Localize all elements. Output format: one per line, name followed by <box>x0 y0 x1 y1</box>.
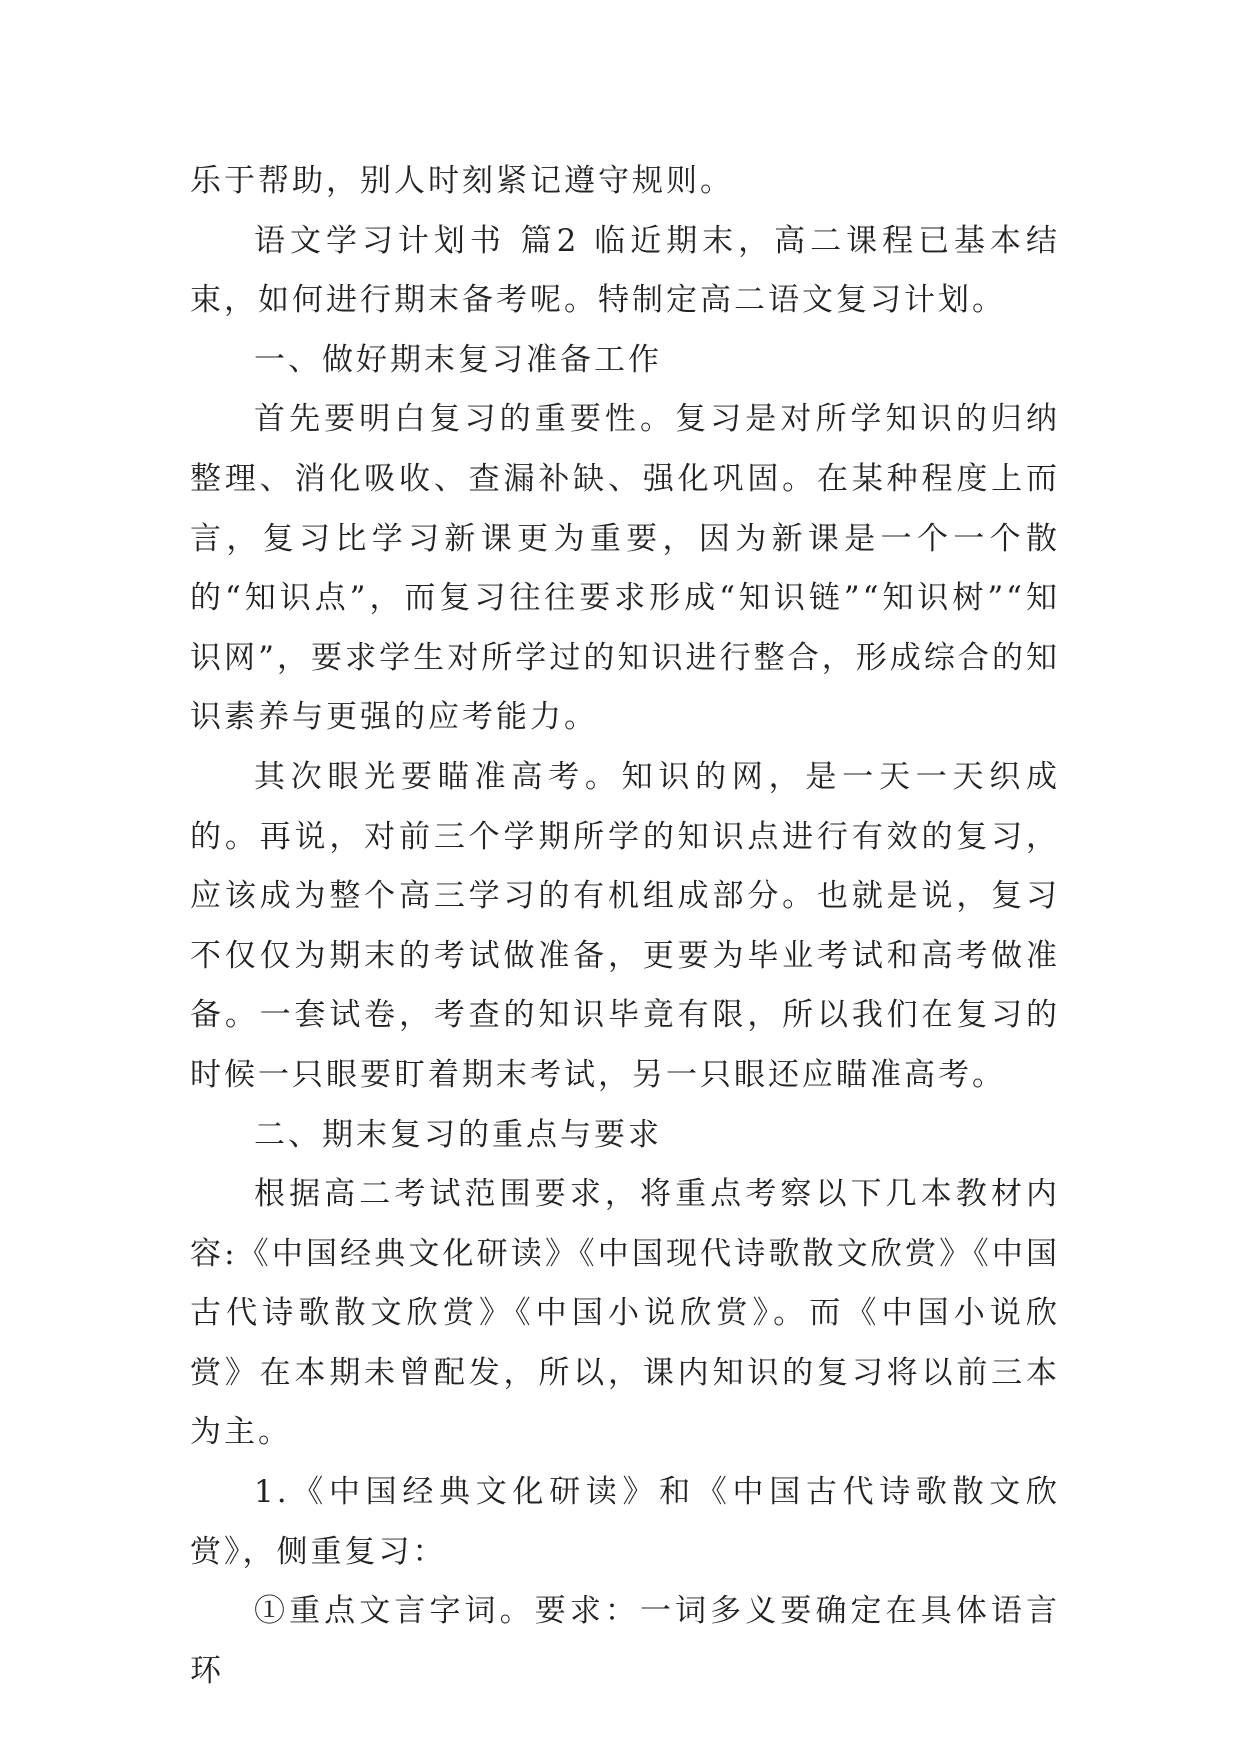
paragraph-2: 语文学习计划书 篇2 临近期末，高二课程已基本结束，如何进行期末备考呢。特制定高二语文复习计划。 <box>190 222 1060 319</box>
paragraph-1: 乐于帮助，别人时刻紧记遵守规则。 <box>190 163 734 199</box>
section-heading-1: 一、做好期末复习准备工作 <box>254 341 662 378</box>
section-heading-2: 二、期末复习的重点与要求 <box>254 1116 662 1153</box>
paragraph-3: 首先要明白复习的重要性。复习是对所学知识的归纳整理、消化吸收、查漏补缺、强化巩固。在某种程度上而言，复习比学习新课更为重要，因为新课是一个一个散的“知识点”，而复习往往要求形成“知识链”“知识树”“知识网”，要求学生对所学过的知识进行整合，形成综合的知识素养与更强的应考能力。 <box>190 401 1060 736</box>
list-item-1: 1.《中国经典文化研读》和《中国古代诗歌散文欣赏》，侧重复习： <box>190 1474 1060 1570</box>
paragraph-4: 其次眼光要瞄准高考。知识的网，是一天一天织成的。再说，对前三个学期所学的知识点进行有效的复习，应该成为整个高三学习的有机组成部分。也就是说，复习不仅仅为期末的考试做准备，更要为毕业考试和高考做准备。一套试卷，考查的知识毕竟有限，所以我们在复习的时候一只眼要盯着期末考试，另一只眼还应瞄准高考。 <box>190 758 1060 1093</box>
paragraph-5: 根据高二考试范围要求，将重点考察以下几本教材内容:《中国经典文化研读》《中国现代诗歌散文欣赏》《中国古代诗歌散文欣赏》《中国小说欣赏》。而《中国小说欣赏》在本期未曾配发，所以，课内知识的复习将以前三本为主。 <box>190 1176 1060 1451</box>
sub-item-1: ①重点文言字词。要求：一词多义要确定在具体语言环 <box>190 1593 1060 1689</box>
document-body <box>190 152 1060 1701</box>
